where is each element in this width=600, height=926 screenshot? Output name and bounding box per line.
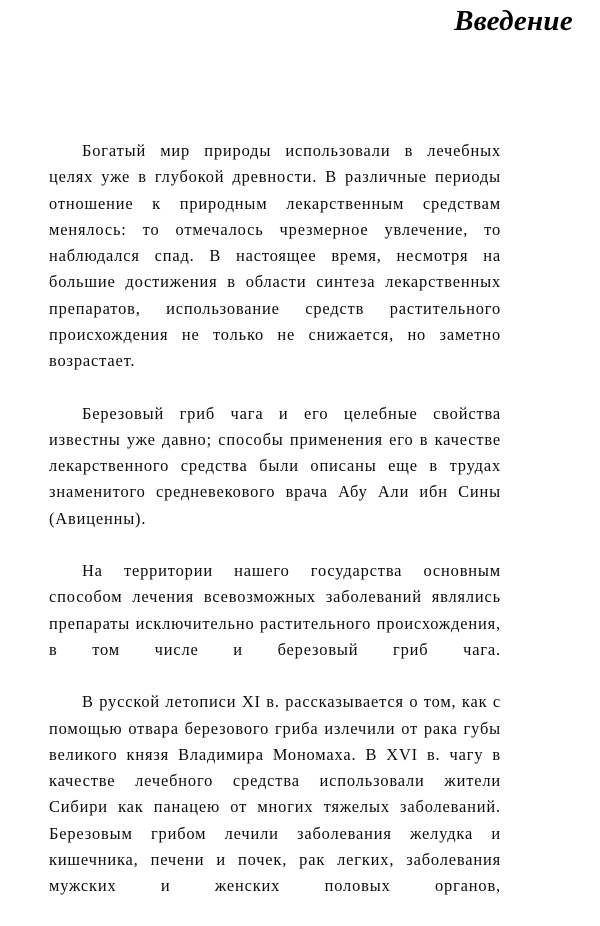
paragraph: В русской летописи XI в. рассказывается о том, как с помощью отвара березового гриба излечили от рака губы великого князя Владимира Мономаха. В XVI в. чагу в качестве лечебного средства использовали жители Сибири как панацею от многих тяжелых заболеваний. Березовым грибом лечили заболевания желудка и кишечника, печени и почек, рак легких, заболевания мужских и женских половых органов, xyxy=(49,692,501,895)
body-text-block xyxy=(49,138,501,926)
paragraph: На территории нашего государства основным способом лечения всевозможных заболеваний являлись препараты исключительно растительного происхождения, в том числе и березовый гриб чага. xyxy=(49,561,501,659)
paragraph: Богатый мир природы использовали в лечебных целях уже в глубокой древности. В различные периоды отношение к природным лекарственным средствам менялось: то отмечалось чрезмерное увлечение, то наблюдался спад. В настоящее время, несмотря на большие достижения в области синтеза лекарственных препаратов, использование средств растительного происхождения не только не снижается, но заметно возрастает. xyxy=(49,141,501,370)
chapter-title: Введение xyxy=(454,5,573,37)
paragraph: Березовый гриб чага и его целебные свойства известны уже давно; способы применения его в качестве лекарственного средства были описаны еще в трудах знаменитого средневекового врача Абу Али ибн Сины (Авиценны). xyxy=(49,403,501,528)
